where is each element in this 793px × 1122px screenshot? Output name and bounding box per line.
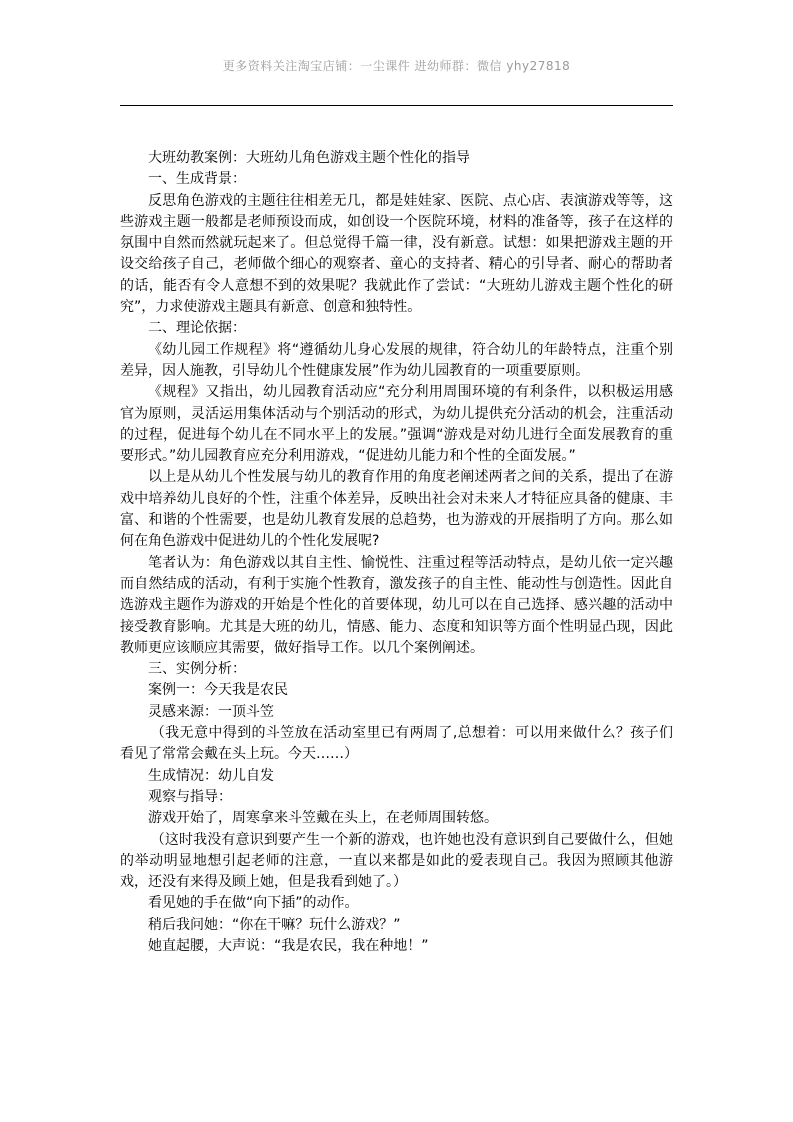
section-heading-theory: 二、理论依据：	[148, 320, 246, 337]
case-title: 案例一：今天我是农民	[148, 682, 288, 699]
document-body	[120, 148, 673, 957]
paragraph: 稍后我问她：“你在干嘛？玩什么游戏？”	[148, 916, 401, 933]
paragraph: 以上是从幼儿个性发展与幼儿的教育作用的角度老阐述两者之间的关系，提出了在游戏中培养幼儿良好的个性，注重个体差异，反映出社会对未来人才特征应具备的健康、丰富、和谐的个性需要，也是幼儿教育发展的总趋势，也为游戏的开展指明了方向。那么如何在角色游戏中促进幼儿的个性化发展呢?	[120, 469, 673, 550]
paragraph: 《规程》又指出，幼儿园教育活动应“充分利用周围环境的有利条件，以积极运用感官为原则，灵活运用集体活动与个别活动的形式，为幼儿提供充分活动的机会，注重活动的过程，促进每个幼儿在不同水平上的发展。”强调“游戏是对幼儿进行全面发展教育的重要形式。”幼儿园教育应充分利用游戏，“促进幼儿能力和个性的全面发展。”	[120, 384, 673, 465]
paragraph: 看见她的手在做“向下插”的动作。	[148, 895, 359, 912]
paragraph: （这时我没有意识到要产生一个新的游戏，也许她也没有意识到自己要做什么，但她的举动明显地想引起老师的注意，一直以来都是如此的爱表现自己。我因为照顾其他游戏，还没有来得及顾上她，但是我看到她了。）	[120, 831, 673, 891]
case-observation-heading: 观察与指导：	[148, 788, 232, 805]
paragraph: 她直起腰，大声说：“我是农民，我在种地！”	[148, 937, 429, 954]
paragraph: 《幼儿园工作规程》将“遵循幼儿身心发展的规律，符合幼儿的年龄特点，注重个别差异，因人施教，引导幼儿个性健康发展”作为幼儿园教育的一项重要原则。	[120, 341, 673, 379]
paragraph: （我无意中得到的斗笠放在活动室里已有两周了,总想着：可以用来做什么？孩子们看见了常常会戴在头上玩。今天……）	[120, 725, 673, 763]
paragraph: 笔者认为：角色游戏以其自主性、愉悦性、注重过程等活动特点，是幼儿依一定兴趣而自然结成的活动，有利于实施个性教育，激发孩子的自主性、能动性与创造性。因此自选游戏主题作为游戏的开始是个性化的首要体现，幼儿可以在自己选择、感兴趣的活动中接受教育影响。尤其是大班的幼儿，情感、能力、态度和知识等方面个性明显凸现，因此教师更应该顺应其需要，做好指导工作。以几个案例阐述。	[120, 554, 673, 656]
case-generation: 生成情况：幼儿自发	[148, 767, 274, 784]
document-title: 大班幼教案例：大班幼儿角色游戏主题个性化的指导	[148, 150, 470, 166]
paragraph: 游戏开始了，周寒拿来斗笠戴在头上，在老师周围转悠。	[148, 810, 498, 827]
section-heading-cases: 三、实例分析：	[148, 661, 246, 678]
paragraph: 反思角色游戏的主题往往相差无几，都是娃娃家、医院、点心店、表演游戏等等，这些游戏主题一般都是老师预设而成，如创设一个医院环境，材料的准备等，孩子在这样的氛围中自然而然就玩起来了。但总觉得千篇一律，没有新意。试想：如果把游戏主题的开设交给孩子自己，老师做个细心的观察者、童心的支持者、精心的引导者、耐心的帮助者的话，能否有令人意想不到的效果呢？我就此作了尝试：“大班幼儿游戏主题个性化的研究”，力求使游戏主题具有新意、创意和独特性。	[120, 192, 673, 316]
header-divider	[120, 105, 673, 106]
page-header: 更多资料关注淘宝店铺：一尘课件 进幼师群：微信 yhy27818	[222, 59, 571, 73]
section-heading-background: 一、生成背景：	[148, 171, 246, 188]
case-inspiration: 灵感来源：一顶斗笠	[148, 703, 274, 720]
